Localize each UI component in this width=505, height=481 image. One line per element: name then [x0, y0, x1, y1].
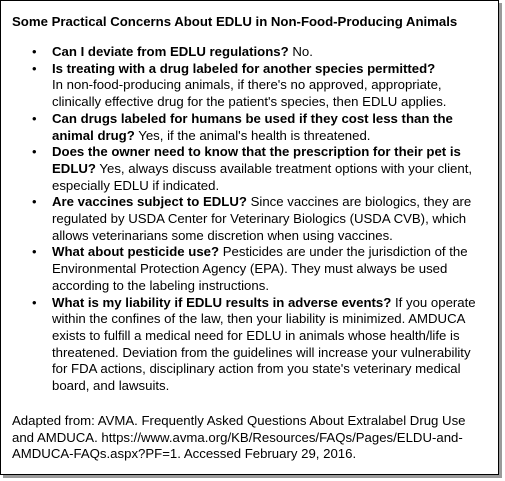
question-text: What is my liability if EDLU results in adverse events? [52, 294, 392, 310]
list-item [12, 44, 488, 61]
list-item [12, 61, 488, 111]
answer-text: In non-food-producing animals, if there's no approved, appropriate, clinically effective drug for the patient's species, then EDLU applies. [52, 77, 447, 110]
question-text: What about pesticide use? [52, 244, 220, 260]
question-text: Are vaccines subject to EDLU? [52, 194, 247, 210]
list-item [12, 144, 488, 194]
answer-text: No. [292, 44, 313, 59]
question-text: Can drugs labeled for humans be used if they cost less than the animal drug? [52, 110, 453, 143]
list-item [12, 194, 488, 244]
question-text: Is treating with a drug labeled for another species permitted? [52, 60, 436, 76]
answer-text: Yes, always discuss available treatment options with your client, especially EDLU if indicated. [52, 160, 473, 193]
answer-text: Yes, if the animal's health is threatened. [138, 127, 371, 143]
list-item [12, 111, 488, 144]
question-text: Can I deviate from EDLU regulations? [52, 44, 289, 59]
answer-text: Pesticides are under the jurisdiction of the Environmental Protection Agency (EPA). They must always be used according to the labeling instructions. [52, 244, 468, 293]
list-item [12, 244, 488, 294]
bullet-icon: • [32, 60, 37, 76]
answer-text: If you operate within the confines of the law, then your liability is minimized. AMDUCA exists to fulfill a medical need for EDLU in animals whose health/life is threatened. Deviation from the guidelines will increase your vulnerability for FDA actions, disciplinary action from you state's veterinary medical board, and lawsuits. [52, 294, 476, 394]
bullet-icon: • [32, 244, 37, 260]
bullet-icon: • [32, 44, 37, 59]
bullet-icon: • [32, 110, 37, 126]
source-citation: Adapted from: AVMA. Frequently Asked Questions About Extralabel Drug Use and AMDUCA. https://www.avma.org/KB/Resources/FAQs/Pages/ELDU-and-AMDUCA-FAQs.aspx?PF=1. Accessed February 29, 2016. [12, 412, 466, 462]
bullet-icon: • [32, 144, 37, 160]
answer-text: Since vaccines are biologics, they are regulated by USDA Center for Veterinary Biologics (USDA CVB), which allows veterinarians some discretion when using vaccines. [52, 194, 472, 243]
question-text: Does the owner need to know that the prescription for their pet is EDLU? [52, 144, 461, 176]
box-title: Some Practical Concerns About EDLU in Non-Food-Producing Animals [12, 14, 458, 29]
bullet-icon: • [32, 194, 37, 210]
faq-list [12, 44, 488, 395]
list-item [12, 295, 488, 395]
bullet-icon: • [32, 294, 37, 310]
